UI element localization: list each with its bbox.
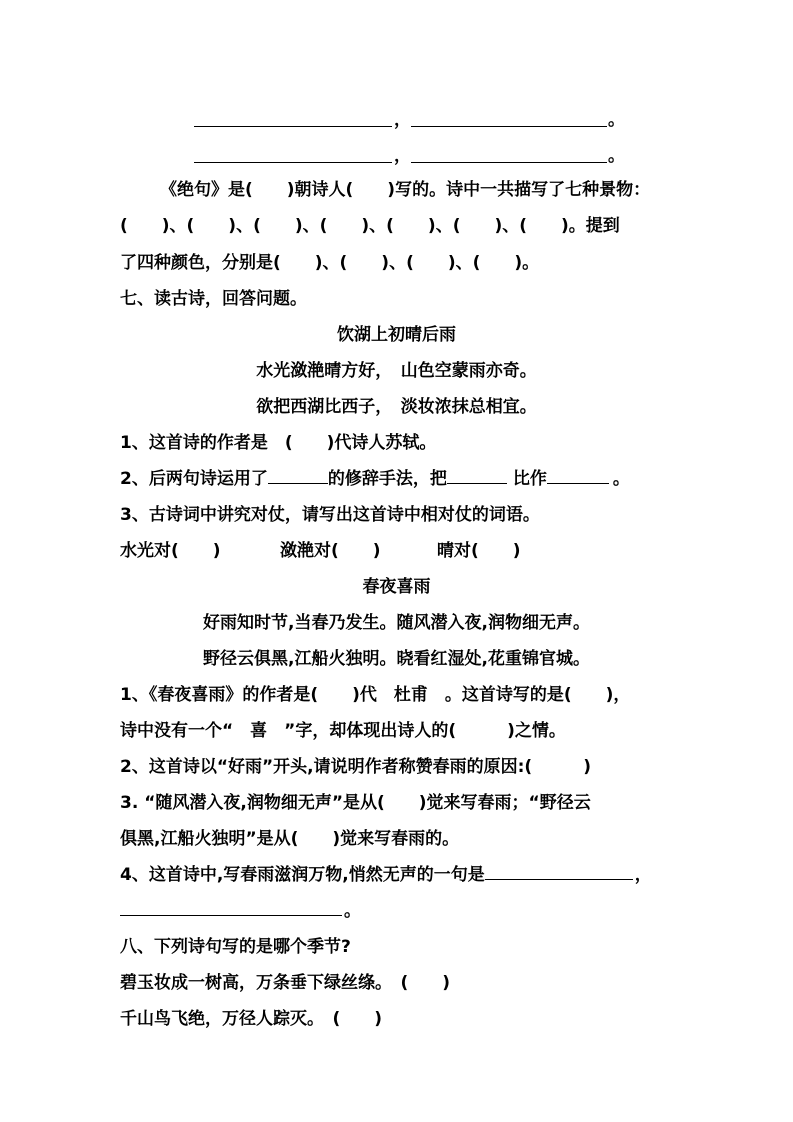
answer-blank[interactable] bbox=[194, 112, 392, 127]
answer-blank[interactable] bbox=[411, 148, 607, 163]
answer-blank-row-2 bbox=[0, 144, 793, 168]
poem-2-question-1-line-2: 诗中没有一个“ 喜 ”字，却体现出诗人的( )之情。 bbox=[120, 721, 566, 741]
poem-1-title: 饮湖上初晴后雨 bbox=[337, 325, 456, 345]
answer-blank-row-1 bbox=[0, 108, 793, 132]
poem-1-line-1: 水光潋滟晴方好， 山色空蒙雨亦奇。 bbox=[256, 361, 537, 381]
answer-blank[interactable] bbox=[268, 468, 328, 484]
poem-2-question-3-line-2: 俱黑,江船火独明”是从( )觉来写春雨的。 bbox=[120, 829, 460, 849]
answer-blank[interactable] bbox=[120, 900, 342, 916]
poem-2-question-3-line-1: 3. “随风潜入夜,润物细无声”是从( )觉来写春雨；“野径云 bbox=[120, 793, 591, 813]
answer-blank[interactable] bbox=[194, 148, 392, 163]
poem-1-question-1: 1、这首诗的作者是 ( )代诗人苏轼。 bbox=[120, 433, 437, 453]
jueju-question-line-2: ( )、( )、( )、( )、( )、( )、( )。提到 bbox=[120, 216, 620, 236]
poem-2-question-1-line-1: 1、《春夜喜雨》的作者是( )代 杜甫 。这首诗写的是( )， bbox=[120, 685, 631, 705]
poem-2-question-4-line-1: 4、这首诗中,写春雨滋润万物,悄然无声的一句是 ， bbox=[120, 865, 652, 885]
section-8-item-1: 碧玉妆成一树高，万条垂下绿丝绦。 ( ) bbox=[120, 973, 451, 993]
poem-2-line-2: 野径云俱黑,江船火独明。晓看红湿处,花重锦官城。 bbox=[203, 649, 590, 669]
poem-1-question-2: 2、后两句诗运用了 的修辞手法，把 比作 。 bbox=[120, 469, 630, 489]
poem-1-line-2: 欲把西湖比西子， 淡妆浓抹总相宜。 bbox=[256, 397, 537, 417]
poem-1-question-3: 3、古诗词中讲究对仗，请写出这首诗中相对仗的词语。 bbox=[120, 505, 540, 525]
section-8-item-2: 千山鸟飞绝，万径人踪灭。 ( ) bbox=[120, 1009, 383, 1029]
poem-2-question-2: 2、这首诗以“好雨”开头,请说明作者称赞春雨的原因:( ) bbox=[120, 757, 591, 777]
poem-2-title: 春夜喜雨 bbox=[362, 577, 431, 597]
answer-blank[interactable] bbox=[411, 112, 607, 127]
poem-2-question-4-line-2: 。 bbox=[0, 899, 793, 923]
jueju-question-line-1: 《绝句》是( )朝诗人( )写的。诗中一共描写了七种景物： bbox=[160, 180, 651, 200]
section-8-heading: 八、下列诗句写的是哪个季节? bbox=[120, 937, 351, 957]
comma: ， bbox=[394, 146, 411, 166]
comma: ， bbox=[394, 110, 411, 130]
answer-shuiguang: 水光对( ) bbox=[120, 541, 221, 561]
section-7-heading: 七、读古诗，回答问题。 bbox=[120, 289, 307, 309]
period: 。 bbox=[608, 146, 625, 166]
poem-2-line-1: 好雨知时节,当春乃发生。随风潜入夜,润物细无声。 bbox=[203, 613, 590, 633]
answer-lianyan: 潋滟对( ) bbox=[280, 541, 381, 561]
period: 。 bbox=[608, 110, 625, 130]
answer-blank[interactable] bbox=[485, 864, 633, 880]
answer-blank[interactable] bbox=[447, 468, 507, 484]
answer-blank[interactable] bbox=[547, 468, 609, 484]
jueju-question-line-3: 了四种颜色，分别是( )、( )、( )、( )。 bbox=[120, 253, 540, 273]
answer-qing: 晴对( ) bbox=[437, 541, 521, 561]
